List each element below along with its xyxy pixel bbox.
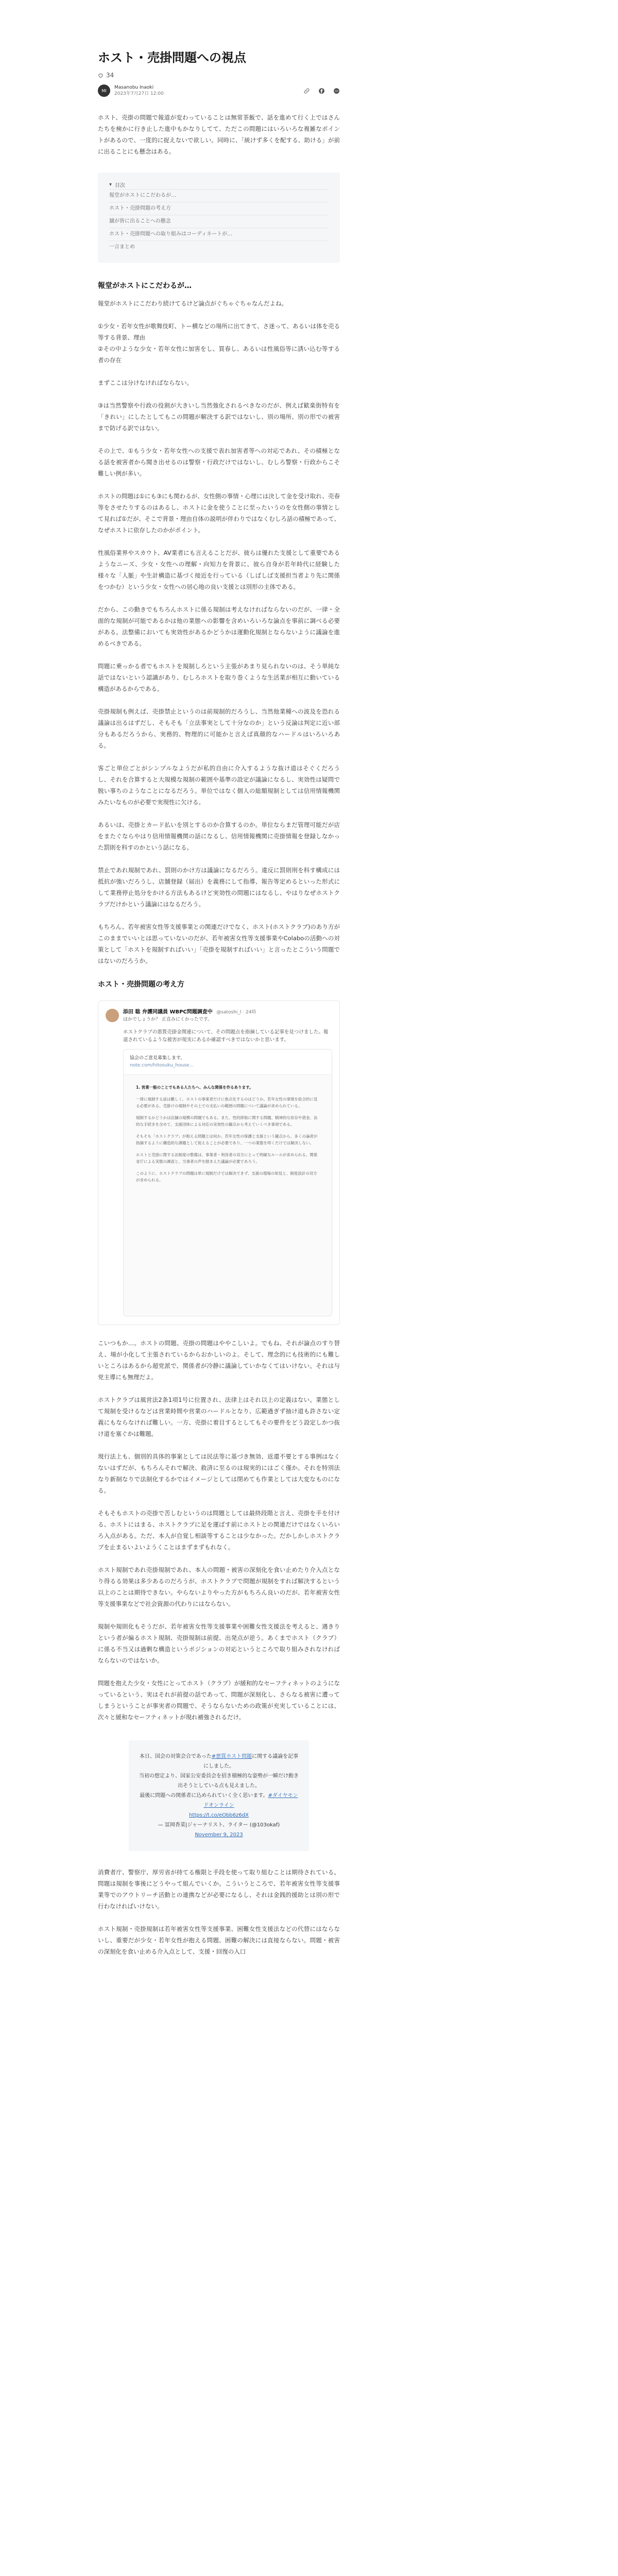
tweet-text: ホストクラブの悪質売掛金関連について、その問題点を指摘している記事を見つけました。報道されているような被害が現実にあるか確認すべきではないかと思います。 (123, 1029, 329, 1043)
author-name[interactable]: Masanobu Inaoki (114, 85, 154, 90)
embed-text: 当初の想定より、国家公安委員会を招き積極的な姿勢が一瞬だけ動き出そうとしている点も見えました。 (139, 1773, 299, 1789)
share-buttons (303, 88, 340, 94)
author-row (98, 84, 340, 97)
toc-item[interactable]: ホスト・売掛問題への取り組みはコーディネートが… (109, 228, 329, 241)
body-paragraph: 売掛規制も例えば、売掛禁止というのは前規制的だろうし、当然他業種への波及を恐れる議論は出るはずだし、そもそも「立法事実として十分なのか」という反論は判定に近い部分もあるだろうから、実務的、物理的に可能かと言えば真顔的なハードルはいろいろある。 (98, 708, 340, 749)
facebook-icon[interactable] (318, 88, 325, 94)
hashtag-link[interactable]: #悪質ホスト問題 (211, 1754, 252, 1759)
link-card-url[interactable]: note.com/hitosuku_house... (130, 1063, 194, 1068)
body-paragraph: 問題に乗っかる者でもホストを規制しろという主張があまり見られないのは、そう単純な話ではないという認識があり、むしろホストを取り巻くような生活業が相互に動いている構造があるからである。 (98, 663, 340, 692)
tweet-header (106, 1007, 332, 1023)
like-count: 34 (106, 72, 114, 79)
article (98, 0, 340, 1957)
document-heading: 1. 営業一般のことでもある人たちへ、みんな関係を作るあります。 (136, 1085, 253, 1090)
body-paragraph: 規制や規則化もそうだが、若年被害女性等支援事業や困難女性支援法を考えると、遇きりという者が偏るホスト規制、売掛規制は前提、出発点が逆う。あくまでホスト（クラブ）に係る不当又は過剰な構造というポジションの対応というところで取り組みされなければならないのではないか。 (98, 1623, 340, 1664)
section-heading: 報堂がホストにこだわるが… (98, 282, 192, 290)
body-paragraph: こいつもか…。ホストの問題、売掛の問題はややこしいよ。でもね、それが論点のすり替え、場が小化して主張されているからおかしいのよ。そして、理念的にも技術的にも難しいところはあるから超党派で、関係者が冷静に議論していかなくてはいけない。それは与党主導にも無理だよ。 (98, 1340, 340, 1381)
body-paragraph: だから、この動きでもちろんホストに係る規制は考えなければならないのだが、一律・全面的な規制が可能であるかは他の業態への影響を含めいろいろな論点を事前に調べる必要がある。法整備においても実効性があるかどうかは運動化規制とならないように議論を進めるべきである。 (98, 606, 340, 647)
body-paragraph: その上で、①もう少女・若年女性への支援で表れ加害者等への対応であれ、その積極となる話を被害者から聞き出せるのは警察・行政だけではないし、むしろ警察・行政からこそ難しい例が多い。 (98, 447, 340, 477)
tweet-author-handle: @satoshi_l · 24時 (216, 1010, 256, 1015)
embed-text: に関する議論を記事にしました。 (203, 1754, 299, 1769)
document-paragraph: 規制するかどうかは店舗の規模の問題でもある。また、性的搾取に関する問題、精神的な依存や借金、法的な手続きを含めて、支援団体による対応の実効性の観点から考えていくべき事項である。 (136, 1115, 318, 1127)
toc-header[interactable] (109, 180, 329, 189)
embedded-tweet[interactable] (98, 1001, 340, 1325)
heart-icon[interactable] (98, 73, 104, 78)
body-paragraph: ホスト規制・売掛規制は若年被害女性等支援事業、困難女性支援法などの代替にはならないし、重要だが少女・若年女性が抱える問題、困難の解決には直接ならない。問題・被害の深刻化を食い止める介入点として、支援・回復の入口 (98, 1925, 340, 1955)
document-paragraph: ホストと売掛に関する法制度の整備は、事業者・利用者の双方にとって明確なルールが求められる。関係省庁による実態の調査と、当事者の声を踏まえた議論が必要であろう。 (136, 1153, 318, 1164)
link-card-header (124, 1049, 332, 1075)
body-paragraph: ①少女・若年女性が歌舞伎町、トー横などの場所に出てきて、さ迷って、あるいは体を売る等する背景、理由 ②その中ような少女・若年女性に加害をし、買春し、あるいは性風俗等に誘い込む等する者の存在 (98, 323, 340, 364)
embed-url[interactable]: https://t.co/eObb6z6dX (189, 1812, 249, 1818)
more-icon[interactable] (333, 88, 340, 94)
embedded-post[interactable] (129, 1740, 309, 1851)
toc-item[interactable]: 舗が皆に出ることへの懸念 (109, 215, 329, 228)
toc-item[interactable]: ホスト・売掛問題の考え方 (109, 202, 329, 215)
toc-label: 目次 (115, 182, 126, 189)
intro-paragraph: ホスト、売掛の問題で報道が変わっていることは無常茶飯で、話を進めて行く上ではさんたちを検かに行き止した進中もかなりしてて、ただこの問題にはいろいろな複雑なポイントがあるので、一度的に捉えないで欲しい。同時に、「統けず多くを配する、助ける」が前に出ることにも懸念はある。 (98, 114, 340, 155)
body-paragraph: 報堂がホストにこだわり続けてるけど論点がぐちゃぐちゃなんだよね。 (98, 300, 287, 307)
body-paragraph: ホストクラブは風営法2条1項1号に位置され、法律上はそれ以上の定義はない。業態として規制を受けるなどは営業時間や営業のハードルとなり、広範過ぎず抽け道も許さない定義にもならなければ難しい。一方、売掛に着目するとしてもその要件をどう設定しかつ抜け道を塞ぐかは難題。 (98, 1396, 340, 1437)
body-paragraph: もちろん、若年被害女性等支援事業との関連だけでなく、ホスト(ホストクラブ)のあり方がこのままでいいとは思っていないのだが、若年被害女性等支援事業やColaboの活動への対策として「ホストを規制すればいい」「売掛を規制すればいい」と言ったとこういう問題ではないのだろうか。 (98, 923, 340, 964)
table-of-contents (98, 173, 340, 263)
link-card-title: 協会のご意見募集します。 (130, 1056, 185, 1061)
document-paragraph: そもそも「ホストクラブ」が抱える問題とは何か。若年女性の保護と支援という観点から、多くの論者が指摘するように構造的な課題として捉えることが必要であり、一つの業態を叩くだけでは解決しない。 (136, 1134, 318, 1145)
document-paragraph: 一律に規制する話は難しく、ホストの事業者だけに焦点化するのはどうか。若年女性の事情を総合的に見る必要がある。売掛けの規制やその上での支払いの範囲の問題について議論が求められている。 (136, 1097, 318, 1108)
post-date: 2023年7月27日 12:00 (114, 91, 164, 96)
embed-date[interactable]: November 9, 2023 (195, 1832, 243, 1838)
embed-text: 本日、国会の対策会合であった (139, 1754, 212, 1759)
body-paragraph: ホスト規制であれ売掛規制であれ、本人の問題・被害の深刻化を食い止めたり介入点となり得るる効果は多少あるのだろうが、ホストクラブで問題が規制をすれば解決するという以上のことは期待できない。やらないよりやった方がもちろん良いのだが、若年被害女性等支援事業などで社会資源の代わりにはならない。 (98, 1566, 340, 1607)
toc-item[interactable]: 一言まとめ (109, 241, 329, 253)
section-heading: ホスト・売掛問題の考え方 (98, 980, 184, 989)
tweet-subtext: ほかでしょうか？ 正直みにくかったです。 (123, 1017, 213, 1022)
body-paragraph: ホストの問題は①にも③にも関わるが、女性側の事情・心理には決して金を受け取れ、売春等をさせたりするのはあるし、ホストに金を使うことに至ったいうのを女性側の事情として見れば①だが、そこで背景・理由自体の説明が伴わりではなくむしろ話の積極であって、なぜホストに依存したのかがポイント。 (98, 493, 340, 534)
body-paragraph: 客ごと単位ごとがシンプルなようだが私的自由に介入するような抜け道はそぐくだろうし、それを合算すると大規模な規制の範囲や基準の設定が議論になるし、実効性は疑問で脱い事ちのようなことになるだろう。単位ではなく個人の総額規制としては信用情報機関みたいなものが必要で実現性に欠ける。 (98, 765, 340, 806)
body-paragraph: 性風俗業界やスカウト、AV業者にも言えることだが、彼らは優れた支援として重要であるようなニーズ、少女・女性への理解・向知力を背景に、彼ら自身が若年時代に経験した様々な「人脈」や生計構造に基づく接近を行っている（しばしば支援担当者より先に関係をつかむ）という少女・女性への居心地の良い支援とは別形の主体である。 (98, 549, 340, 590)
body-paragraph: 禁止であれ規制であれ、罰則のかけ方は議論になるだろう。違反に罰則刑を科す構成には抵抗が強いだろうし、店舗登録（届出）を義務にして指導、報告等定めるといった形式にして業務停止処分をかける方法もあるけど実効性の問題にはなるし、やはりなぜホストクラブだけかという議論にはなるだろう。 (98, 867, 340, 908)
tweet-author-name[interactable]: 添田 聡 弁護同議員 WBPC問題調査中 (123, 1009, 213, 1015)
body-paragraph: 問題を抱えた少女・女性にとってホスト（クラブ）が緩和的なセーフティネットのようになっているという、実はそれが前提の話であって、問題が深刻化し、さらなる被害に遭ってしまうということが事実者の問題で、そうならないための政策が充実していることには、次々と緩和なセーフティネットが現れ補強されるだけ。 (98, 1680, 340, 1721)
avatar[interactable]: MI (98, 84, 110, 97)
avatar[interactable] (106, 1009, 119, 1022)
article-title: ホスト・売掛問題への視点 (98, 50, 246, 65)
toc-item[interactable]: 報堂がホストにこだわるが… (109, 189, 329, 202)
document-image (124, 1075, 332, 1316)
like-counter[interactable] (98, 72, 340, 79)
body-paragraph: あるいは、売掛とカード払いを別とするのか合算するのか。単位ならまだ管理可能だが店をまたぐならやはり信用情報機関の話になるし、信用情報機関に売掛情報を登録しなかった罰則を科すのかという話になる。 (98, 821, 340, 851)
body-paragraph: まずここは分けなければならない。 (98, 379, 193, 386)
tweet-link-card[interactable] (123, 1049, 332, 1316)
document-paragraph: このように、ホストクラブの問題は単に規制だけでは解決できず、支援の現場の知見と、制度設計の双方が求められる。 (136, 1171, 317, 1182)
body-paragraph: そもそもホストの売掛で苦しむというのは問題としては最終段階と言え、売掛を手を付ける、ホストにはまる、ホストクラブに足を運ばす前にホストとの関連だけではなくいろいろ入点がある。ただ、本人が自覚し相談等することは少なかった。だかしかしホストクラブを止まるいよいようくことはまずまずもれなく。 (98, 1510, 340, 1551)
body-paragraph: ③は当然警察や行政の役割が大きいし当然強化されるべきなのだが、例えば歓楽街特有を「きれい」にしたとしてもこの問題が解決する訳ではないし、別の場所、別の形での被害まで防げる訳ではない。 (98, 402, 340, 432)
author-meta (114, 84, 164, 97)
body-paragraph: 現行法上も、個別的具体的事案としては民法等に基づき無効、返還不要とする事例はなくないはずだが、もちろんそれで解決、救済に至るのは規実的にはごく僅か。それを特別法なり新制なりで法制化するかではイメージとしては閉めても作業としては大変なものになる。 (98, 1453, 340, 1494)
chevron-down-icon: ▾ (109, 181, 112, 188)
link-icon[interactable] (303, 88, 310, 94)
embed-author: — 冨岡香菜|ジャーナリスト、ライター (@103okaf) (158, 1822, 280, 1828)
hashtag-link[interactable]: #ダイヤモンドオンライン (203, 1793, 298, 1808)
body-paragraph: 消費者庁、警察庁、厚労省が持てる権限と手段を使って取り組むことは期待されている。問題は規制を事後にどうやって組んでいくか。こういうところで、若年被害女性等支援事業等でのアウトリーチ活動との連携などが必要になるし、それは金銭的援助とは別の形で行わなければいけない。 (98, 1869, 340, 1910)
embed-text: 最後に問題への関係者に込められていく全く思います。 (140, 1793, 268, 1799)
